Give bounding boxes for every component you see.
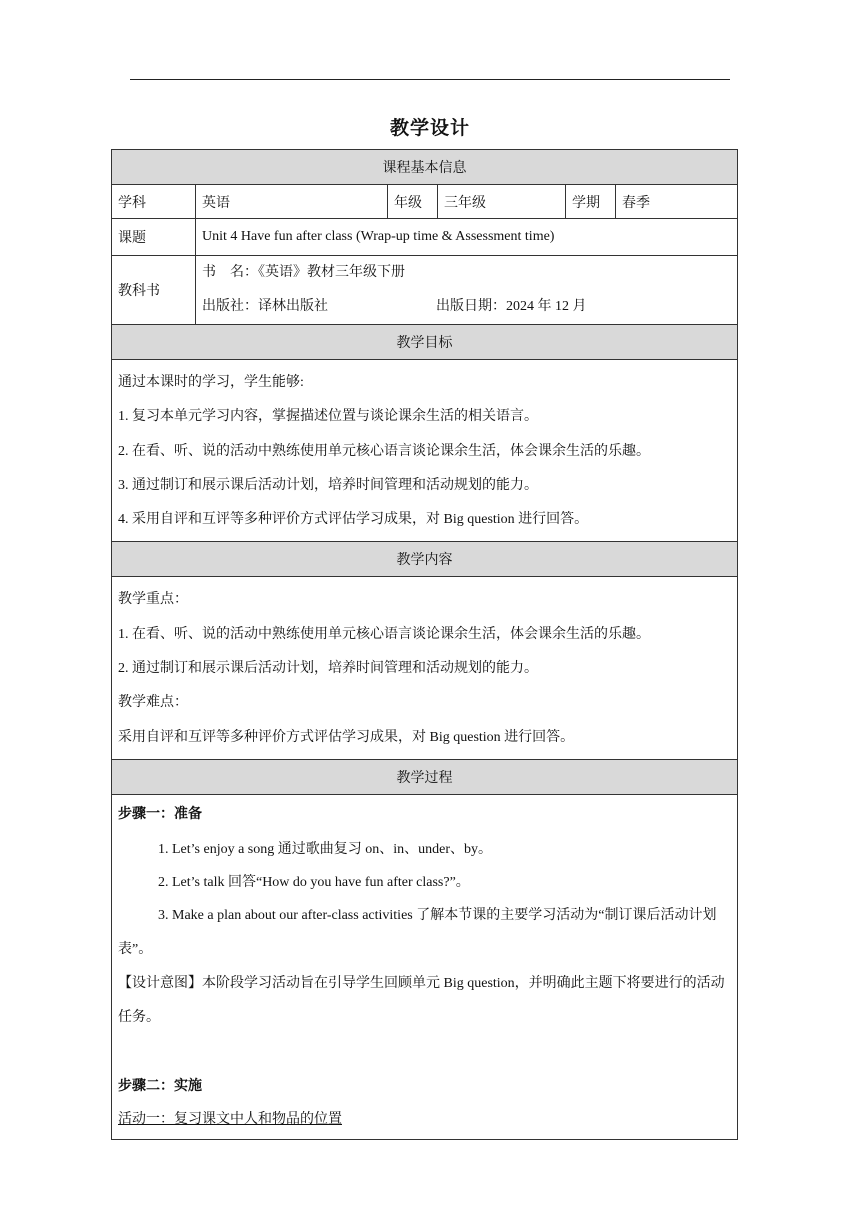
objectives-body [112, 360, 738, 542]
objectives-intro: 通过本课时的学习，学生能够: [118, 375, 304, 390]
lesson-plan-table [111, 149, 738, 1140]
subject-label: 学科 [112, 185, 196, 219]
document-title: 教学设计 [389, 118, 470, 139]
term-value: 春季 [616, 185, 738, 219]
publish-date: 出版日期：2024 年 12 月 [436, 299, 587, 314]
step2-title: 步骤二：实施 [118, 1078, 202, 1094]
section-header-objectives: 教学目标 [112, 325, 738, 360]
objective-item: 3. 通过制订和展示课后活动计划，培养时间管理和活动规划的能力。 [118, 477, 538, 493]
publisher-line [202, 290, 731, 324]
difficulty-label: 教学难点： [118, 695, 188, 711]
topic-label: 课题 [112, 219, 196, 256]
step1-item: 3. Make a plan about our after-class activities 了解本节课的主要学习活动为“制订课后活动计划表”。 [118, 907, 717, 957]
grade-value: 三年级 [438, 185, 566, 219]
book-name: 书 名：《英语》教材三年级下册 [202, 265, 405, 280]
textbook-label: 教科书 [112, 256, 196, 325]
step1-item: 2. Let’s talk 回答“How do you have fun after class?”。 [158, 874, 470, 890]
topic-value: Unit 4 Have fun after class (Wrap-up time & Assessment time) [196, 219, 738, 256]
objective-item: 4. 采用自评和互评等多种评价方式评估学习成果，对 Big question 进行回答。 [118, 512, 589, 528]
key-point-item: 2. 通过制订和展示课后活动计划，培养时间管理和活动规划的能力。 [118, 661, 538, 677]
section-header-process: 教学过程 [112, 759, 738, 794]
section-header-content: 教学内容 [112, 542, 738, 577]
process-body [112, 794, 738, 1139]
objective-item: 1. 复习本单元学习内容，掌握描述位置与谈论课余生活的相关语言。 [118, 409, 538, 425]
step1-item: 1. Let’s enjoy a song 通过歌曲复习 on、in、under、by。 [158, 841, 493, 857]
header-rule [130, 79, 730, 80]
content-body [112, 577, 738, 759]
term-label: 学期 [566, 185, 616, 219]
publisher: 出版社：译林出版社 [202, 299, 328, 314]
grade-label: 年级 [388, 185, 438, 219]
objective-item: 2. 在看、听、说的活动中熟练使用单元核心语言谈论课余生活，体会课余生活的乐趣。 [118, 443, 650, 459]
step1-title: 步骤一：准备 [118, 806, 202, 822]
key-point-item: 1. 在看、听、说的活动中熟练使用单元核心语言谈论课余生活，体会课余生活的乐趣。 [118, 626, 650, 642]
difficulty-text: 采用自评和互评等多种评价方式评估学习成果，对 Big question 进行回答。 [118, 729, 575, 745]
activity1-title: 活动一：复习课文中人和物品的位置 [118, 1111, 342, 1127]
section-header-basic-info: 课程基本信息 [112, 150, 738, 185]
textbook-info [196, 256, 738, 325]
key-points-label: 教学重点： [118, 592, 188, 608]
design-intent: 【设计意图】本阶段学习活动旨在引导学生回顾单元 Big question，并明确此主题下将要进行的活动任务。 [118, 975, 725, 1025]
subject-value: 英语 [196, 185, 388, 219]
